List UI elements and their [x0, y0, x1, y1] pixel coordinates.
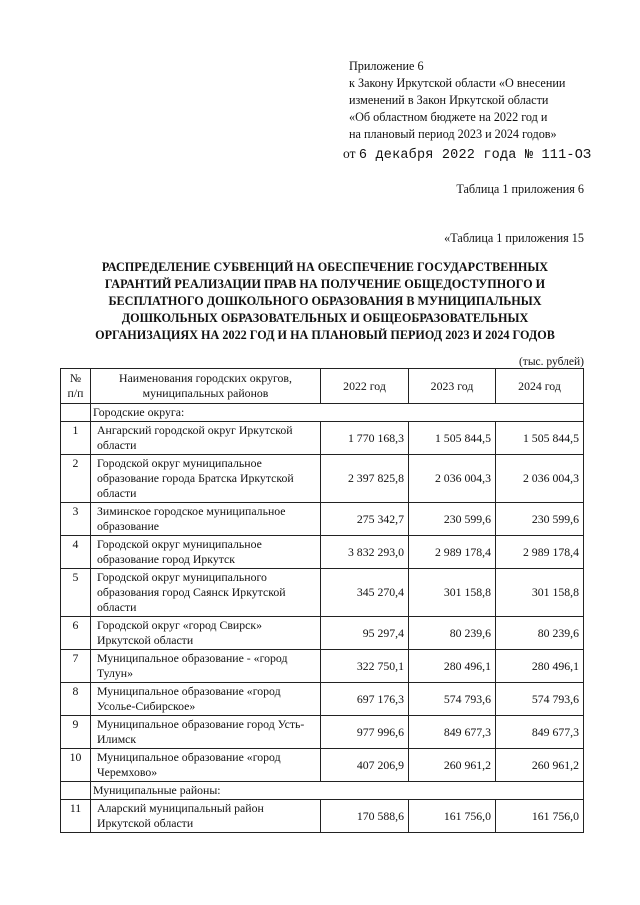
table-row [61, 617, 584, 650]
row-number: 9 [61, 716, 91, 749]
value-2024: 301 158,8 [496, 569, 584, 617]
table-row [61, 455, 584, 503]
table-row [61, 536, 584, 569]
table-row [61, 749, 584, 782]
row-number: 2 [61, 455, 91, 503]
row-name: Городской округ муниципальное образование город Иркутск [91, 536, 321, 569]
table-reference: Таблица 1 приложения 6 [456, 182, 584, 196]
law-date-value: 6 декабря 2022 года № 111-ОЗ [358, 148, 592, 163]
row-number: 8 [61, 683, 91, 716]
value-2024: 230 599,6 [496, 503, 584, 536]
value-2022: 170 588,6 [321, 800, 409, 833]
document-title [70, 259, 580, 344]
row-name: Аларский муниципальный район Иркутской области [91, 800, 321, 833]
section-row-districts [61, 782, 584, 800]
table-row [61, 650, 584, 683]
appendix-line: «Об областном бюджете на 2022 год и [349, 110, 548, 124]
appendix-line: на плановый период 2023 и 2024 годов» [349, 127, 557, 141]
title-line: ДОШКОЛЬНЫХ ОБРАЗОВАТЕЛЬНЫХ И ОБЩЕОБРАЗОВАТЕЛЬНЫХ [121, 311, 529, 325]
value-2022: 697 176,3 [321, 683, 409, 716]
value-2024: 2 989 178,4 [496, 536, 584, 569]
value-2023: 301 158,8 [409, 569, 496, 617]
row-number: 10 [61, 749, 91, 782]
row-name: Муниципальное образование - «город Тулун» [91, 650, 321, 683]
value-2022: 345 270,4 [321, 569, 409, 617]
row-number: 4 [61, 536, 91, 569]
table-row [61, 800, 584, 833]
units-label: (тыс. рублей) [518, 356, 584, 368]
value-2022: 275 342,7 [321, 503, 409, 536]
row-name: Зиминское городское муниципальное образование [91, 503, 321, 536]
appendix-line: изменений в Закон Иркутской области [349, 93, 549, 107]
value-2023: 2 989 178,4 [409, 536, 496, 569]
value-2023: 230 599,6 [409, 503, 496, 536]
title-line: БЕСПЛАТНОГО ДОШКОЛЬНОГО ОБРАЗОВАНИЯ В МУНИЦИПАЛЬНЫХ [108, 294, 542, 308]
table-header-row [61, 369, 584, 404]
header-2022: 2022 год [321, 369, 409, 404]
appendix-header [349, 58, 619, 143]
value-2024: 280 496,1 [496, 650, 584, 683]
value-2022: 407 206,9 [321, 749, 409, 782]
header-num: № п/п [61, 369, 91, 404]
section-label: Муниципальные районы: [91, 782, 584, 800]
table-row [61, 683, 584, 716]
table-reference-quoted: «Таблица 1 приложения 15 [444, 231, 584, 245]
row-number: 6 [61, 617, 91, 650]
row-name: Городской округ муниципальное образование города Братска Иркутской области [91, 455, 321, 503]
value-2024: 2 036 004,3 [496, 455, 584, 503]
value-2024: 574 793,6 [496, 683, 584, 716]
section-row-urban [61, 404, 584, 422]
law-date-prefix: от [343, 146, 356, 161]
value-2024: 1 505 844,5 [496, 422, 584, 455]
header-name: Наименования городских округов, муниципальных районов [91, 369, 321, 404]
row-name: Муниципальное образование город Усть-Илимск [91, 716, 321, 749]
value-2023: 1 505 844,5 [409, 422, 496, 455]
value-2024: 849 677,3 [496, 716, 584, 749]
row-name: Городской округ муниципального образования город Саянск Иркутской области [91, 569, 321, 617]
value-2022: 2 397 825,8 [321, 455, 409, 503]
subsidy-table [60, 368, 584, 833]
appendix-line: к Закону Иркутской области «О внесении [349, 76, 566, 90]
value-2023: 80 239,6 [409, 617, 496, 650]
row-number: 7 [61, 650, 91, 683]
value-2023: 260 961,2 [409, 749, 496, 782]
value-2024: 161 756,0 [496, 800, 584, 833]
value-2022: 1 770 168,3 [321, 422, 409, 455]
value-2024: 260 961,2 [496, 749, 584, 782]
row-number: 1 [61, 422, 91, 455]
row-number: 11 [61, 800, 91, 833]
value-2024: 80 239,6 [496, 617, 584, 650]
value-2022: 322 750,1 [321, 650, 409, 683]
row-name: Муниципальное образование «город Усолье-Сибирское» [91, 683, 321, 716]
value-2022: 977 996,6 [321, 716, 409, 749]
value-2023: 849 677,3 [409, 716, 496, 749]
table-row [61, 569, 584, 617]
title-line: РАСПРЕДЕЛЕНИЕ СУБВЕНЦИЙ НА ОБЕСПЕЧЕНИЕ ГОСУДАРСТВЕННЫХ [101, 260, 549, 274]
value-2023: 161 756,0 [409, 800, 496, 833]
appendix-line: Приложение 6 [349, 59, 424, 73]
value-2022: 95 297,4 [321, 617, 409, 650]
row-name: Ангарский городской округ Иркутской области [91, 422, 321, 455]
value-2023: 2 036 004,3 [409, 455, 496, 503]
value-2022: 3 832 293,0 [321, 536, 409, 569]
law-date [343, 146, 591, 163]
row-number: 5 [61, 569, 91, 617]
table-row [61, 716, 584, 749]
section-label: Городские округа: [91, 404, 584, 422]
table-row [61, 422, 584, 455]
header-2023: 2023 год [409, 369, 496, 404]
value-2023: 574 793,6 [409, 683, 496, 716]
row-number: 3 [61, 503, 91, 536]
row-name: Муниципальное образование «город Черемхово» [91, 749, 321, 782]
row-name: Городской округ «город Свирск» Иркутской области [91, 617, 321, 650]
title-line: ГАРАНТИЙ РЕАЛИЗАЦИИ ПРАВ НА ПОЛУЧЕНИЕ ОБЩЕДОСТУПНОГО И [104, 277, 546, 291]
title-line: ОРГАНИЗАЦИЯХ НА 2022 ГОД И НА ПЛАНОВЫЙ ПЕРИОД 2023 И 2024 ГОДОВ [95, 328, 555, 342]
value-2023: 280 496,1 [409, 650, 496, 683]
table-row [61, 503, 584, 536]
header-2024: 2024 год [496, 369, 584, 404]
